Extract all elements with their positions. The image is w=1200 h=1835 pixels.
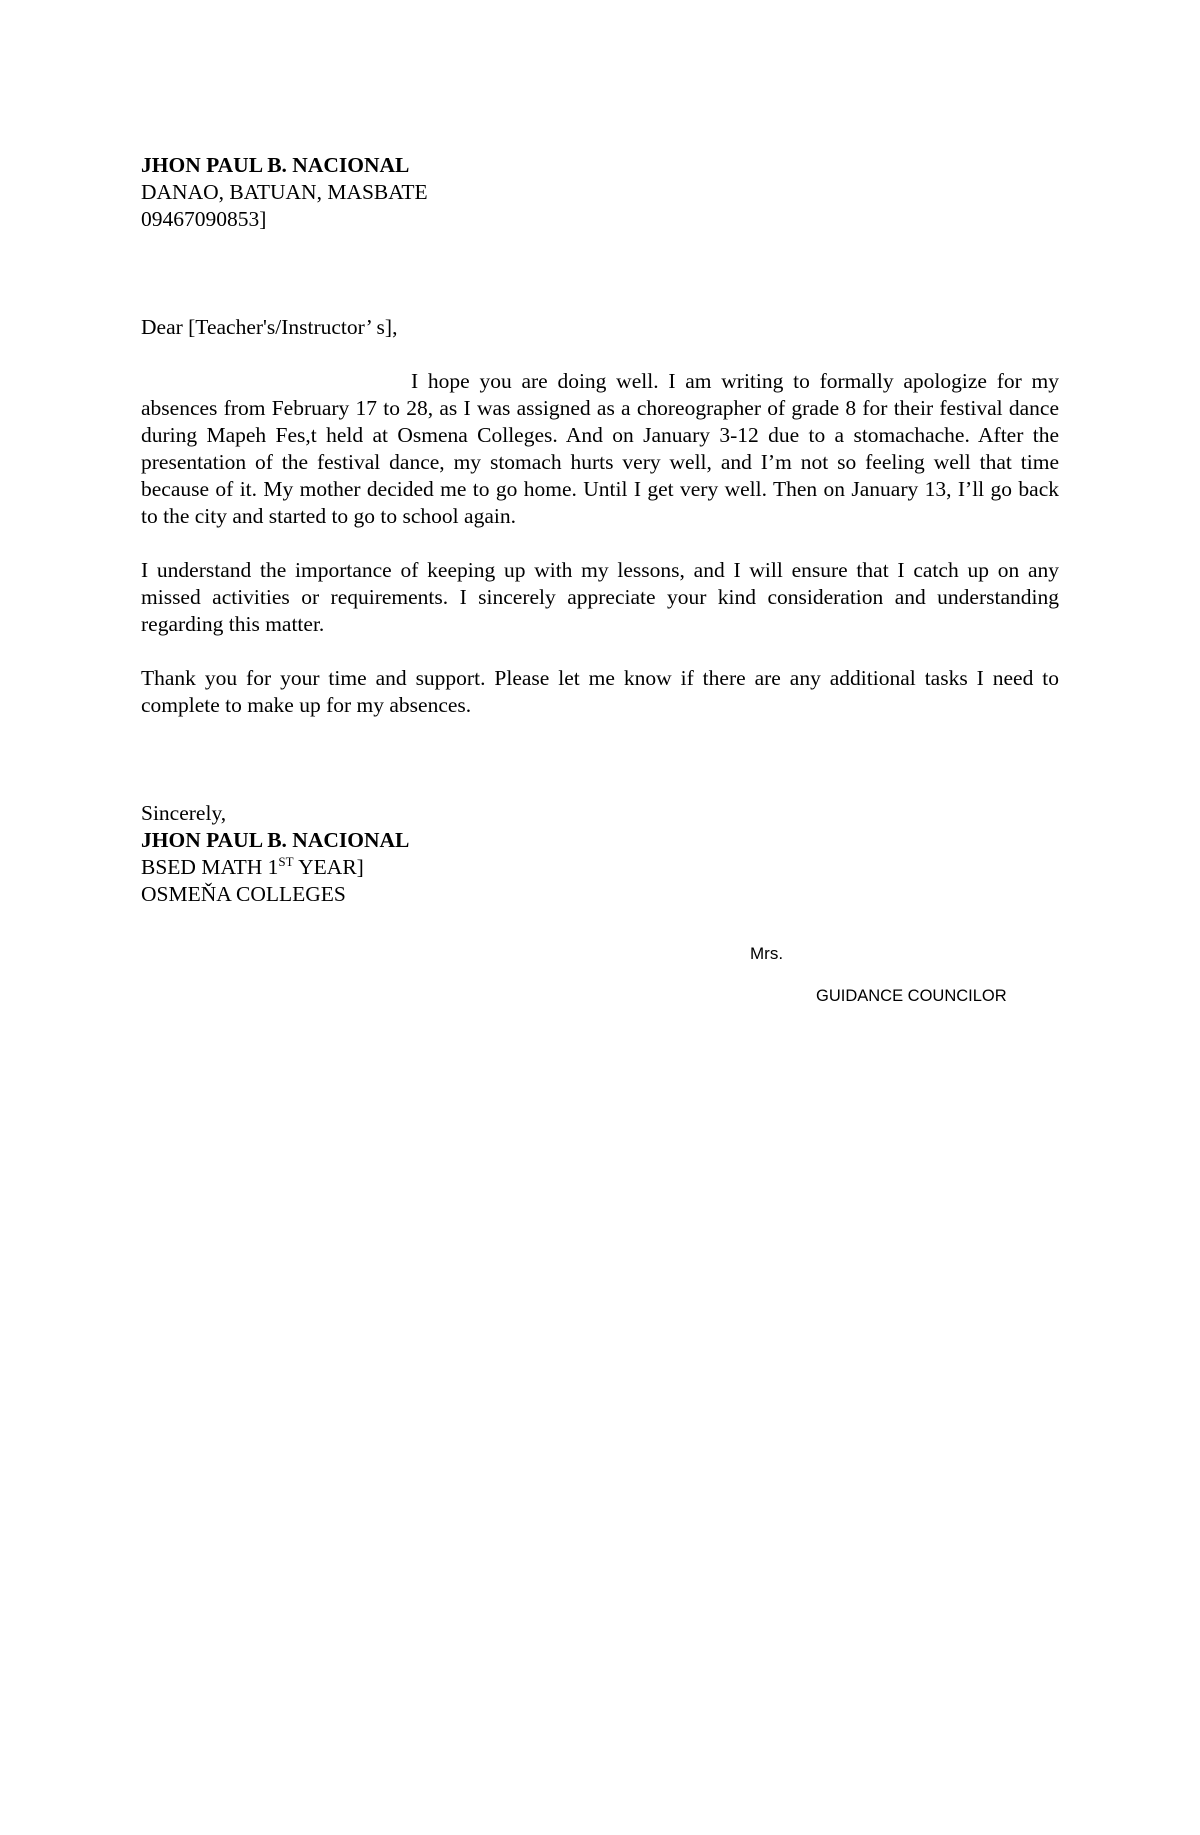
sender-phone: 09467090853]: [141, 207, 267, 231]
spacer: [141, 287, 1059, 314]
spacer: [141, 233, 1059, 287]
course-superscript: ST: [278, 854, 294, 869]
body-paragraph-2: I understand the importance of keeping up with my lessons, and I will ensure that I catch up on any missed activities or requirements. I sincerely appreciate your kind consideration and understanding regarding this matter.: [141, 558, 1059, 636]
recipient-title: Mrs.: [750, 944, 784, 963]
recipient-role: GUIDANCE COUNCILOR: [816, 987, 1007, 1005]
sender-address: DANAO, BATUAN, MASBATE: [141, 180, 428, 204]
spacer: [141, 341, 1059, 368]
course-prefix: BSED MATH 1: [141, 855, 279, 879]
sender-name: JHON PAUL B. NACIONAL: [141, 153, 410, 177]
salutation: Dear [Teacher's/Instructor’ s],: [141, 315, 398, 339]
spacer: [141, 719, 1059, 800]
course-suffix: YEAR]: [293, 855, 364, 879]
spacer: [141, 638, 1059, 665]
body-paragraph-1: I hope you are doing well. I am writing to formally apologize for my absences from February 17 to 28, as I was assigned as a choreographer of grade 8 for their festival dance during Mapeh Fes,t held at Osmena Colleges. And on January 3-12 due to a stomachache. After the presentation of the festival dance, my stomach hurts very well, and I’m not so feeling well that time because of it. My mother decided me to go home. Until I get very well. Then on January 13, I’ll go back to the city and started to go to school again.: [141, 369, 1059, 528]
course-line: [141, 854, 1059, 881]
valediction: Sincerely,: [141, 801, 227, 825]
signature-name: JHON PAUL B. NACIONAL: [141, 828, 410, 852]
letter-body: [141, 152, 1059, 908]
body-paragraph-3: Thank you for your time and support. Please let me know if there are any additional tasks I need to complete to make up for my absences.: [141, 666, 1059, 717]
spacer: [141, 530, 1059, 557]
school-name: OSMEŇA COLLEGES: [141, 882, 346, 906]
